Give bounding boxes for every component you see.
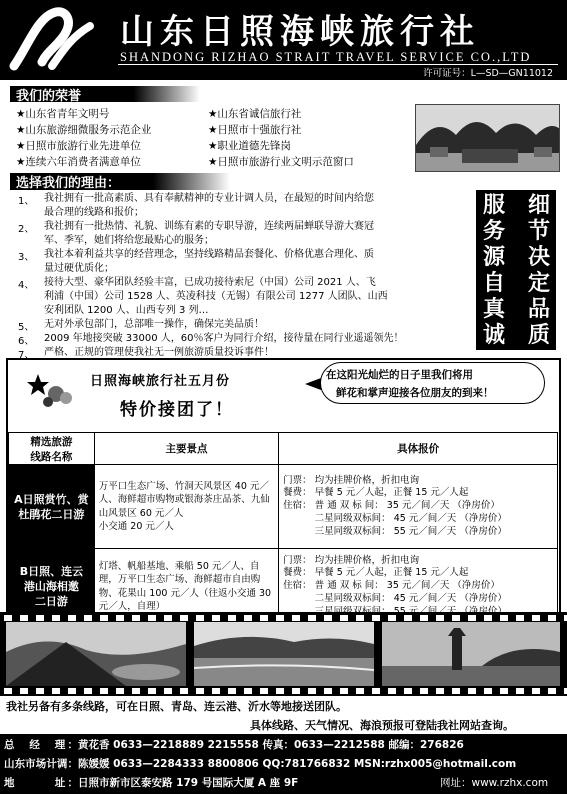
bubble-text-line2: 鲜花和掌声迎接各位朋友的到来！	[336, 387, 494, 399]
film-perforation	[84, 688, 92, 694]
forest-landscape-icon	[416, 105, 560, 172]
film-perforation	[340, 615, 348, 621]
flowers-icon	[26, 372, 74, 408]
film-perforation	[196, 615, 204, 621]
film-perforation	[404, 615, 412, 621]
scenic-photo-coast	[6, 622, 186, 686]
honor-item: ★山东省青年文明号	[16, 108, 110, 120]
table-row	[9, 465, 558, 549]
film-perforation	[276, 615, 284, 621]
route-name: B日照、连云 港山海相邀 二日游	[9, 549, 95, 625]
honor-item: ★职业道德先锋岗	[208, 140, 291, 152]
honor-item: ★连续六年消费者满意单位	[16, 156, 141, 168]
reason-number: 4、	[18, 280, 35, 291]
film-perforation	[420, 688, 428, 694]
film-perforation	[388, 688, 396, 694]
film-perforation	[404, 688, 412, 694]
reason-number: 3、	[18, 252, 35, 263]
film-perforation	[420, 615, 428, 621]
film-perforation	[276, 688, 284, 694]
route-spots: 灯塔、帆船基地、乘船 50 元／人、自理，万平口生态广场、海鲜超市自由购物、花果山 100 元／人（往返小交通 30 元／人，自理）	[94, 549, 278, 625]
route-prices: 门票： 均为挂牌价格，折扣电询 餐费： 早餐 5 元／人起，正餐 15 元／人起 住宿： 普 通 双 标 间： 35 元／间／天 （净房价） 二星同级双标间： 45 元／间／天 （净房价）	[279, 549, 558, 625]
reason-number: 7、	[18, 350, 35, 361]
film-perforation	[292, 615, 300, 621]
film-perforation	[180, 615, 188, 621]
film-perforation	[452, 688, 460, 694]
header-route: 精选旅游 线路名称	[9, 433, 95, 465]
honor-item: ★山东省诚信旅行社	[208, 108, 302, 120]
film-perforation	[36, 615, 44, 621]
website-query-note: 具体线路、天气情况、海浪预报可登陆我社网站查询。	[250, 719, 514, 732]
honor-item: ★日照市旅游行业文明示范窗口	[208, 156, 354, 168]
manager-value: 黄花香 0633—2218889 2215558 传真：0633—2212588 邮编：276826	[78, 739, 464, 751]
film-perforation	[20, 688, 28, 694]
contact-section	[0, 734, 567, 794]
film-perforation	[548, 615, 556, 621]
route-spots: 万平口生态广场、竹洞天风景区 40 元／人、海鲜超市购物或银海茶庄品茶、九仙山风景区 60 元／人 小交通 20 元／人	[94, 465, 278, 549]
promo-title: 日照海峡旅行社五月份	[90, 374, 231, 389]
scenic-photo-beach	[194, 622, 374, 686]
film-perforation	[228, 615, 236, 621]
address-label: 地 址：	[4, 777, 78, 789]
film-perforation	[116, 688, 124, 694]
honor-item: ★山东旅游细微服务示范企业	[16, 124, 152, 136]
film-perforation	[116, 615, 124, 621]
film-perforation	[516, 688, 524, 694]
license-number: 许可证号：L—SD—GN11012	[423, 68, 553, 79]
contact-manager-row	[4, 737, 464, 752]
lighthouse-landscape-icon	[382, 622, 560, 686]
header-prices: 具体报价	[279, 433, 558, 465]
film-perforation	[260, 688, 268, 694]
speech-bubble-tail	[305, 378, 321, 390]
market-value: 陈媛媛 0633—2284333 8800806 QQ:781766832 MSN:rzhx005@hotmail.com	[78, 758, 517, 770]
honor-item: ★日照市十强旅行社	[208, 124, 302, 136]
reasons-heading: 选择我们的理由：	[16, 176, 121, 191]
reason-text: 我社本着利益共享的经营理念，坚持线路精品套餐化、价格优惠合理化、质 量过硬优质化；	[44, 249, 374, 274]
film-perforation	[532, 688, 540, 694]
film-perforation	[532, 615, 540, 621]
film-perforation	[68, 615, 76, 621]
film-perforation	[500, 615, 508, 621]
film-perforation	[436, 615, 444, 621]
reason-text: 2009 年地接突破 33000 人，60％客户为同行介绍，接待量在同行业遥遥领先！	[44, 333, 404, 344]
bubble-text-line1: 在这阳光灿烂的日子里我们将用	[326, 369, 473, 381]
film-perforation	[84, 615, 92, 621]
film-perforation	[212, 615, 220, 621]
film-perforation	[4, 615, 12, 621]
coast-landscape-icon	[6, 622, 186, 686]
reason-number: 2、	[18, 224, 35, 235]
honors-heading: 我们的荣誉	[16, 89, 82, 104]
film-perforation	[196, 688, 204, 694]
film-perforation	[292, 688, 300, 694]
company-title-en: SHANDONG RIZHAO STRAIT TRAVEL SERVICE CO.,LTD	[120, 50, 532, 64]
header-spots: 主要景点	[94, 433, 278, 465]
route-prices: 门票： 均为挂牌价格，折扣电询 餐费： 早餐 5 元／人起，正餐 15 元／人起 住宿： 普 通 双 标 间： 35 元／间／天 （净房价） 二星同级双标间： 45 元／间／天 （净房价） 三星同级双标间： 55 元／间／天 （净房价）	[279, 465, 558, 549]
slogan-quality: 细节决定品质	[527, 193, 550, 348]
film-perforation	[388, 615, 396, 621]
film-perforation	[356, 615, 364, 621]
film-perforation	[100, 615, 108, 621]
film-perforation	[516, 615, 524, 621]
contact-market-row	[4, 756, 516, 771]
reason-number: 6、	[18, 336, 35, 347]
film-perforation	[52, 615, 60, 621]
film-perforation	[52, 688, 60, 694]
promo-subtitle: 特价接团了！	[120, 400, 234, 420]
reason-number: 1、	[18, 196, 35, 207]
company-title-cn: 山东日照海峡旅行社	[120, 12, 480, 52]
beach-landscape-icon	[194, 622, 374, 686]
film-perforation	[452, 615, 460, 621]
company-logo-icon	[8, 6, 98, 72]
reason-text: 我社拥有一批高素质、具有奉献精神的专业计调人员，在最短的时间内给您 最合理的线路和报价；	[44, 193, 374, 218]
film-perforation	[4, 688, 12, 694]
market-label: 山东市场计调：	[4, 758, 78, 770]
film-perforation	[324, 615, 332, 621]
reason-text: 我社拥有一批热情、礼貌、训练有素的专职导游，连续两届蝉联导游大赛冠 军、季军，她们将给您最贴心的服务；	[44, 221, 374, 246]
scenic-photo-lighthouse	[382, 622, 560, 686]
film-perforation	[500, 688, 508, 694]
film-perforation	[148, 688, 156, 694]
film-perforation	[180, 688, 188, 694]
film-perforation	[164, 688, 172, 694]
film-perforation	[484, 688, 492, 694]
website-link[interactable]: 网址：www.rzhx.com	[440, 777, 549, 789]
extra-routes-note: 我社另备有多条线路，可在日照、青岛、连云港、沂水等地接送团队。	[6, 700, 347, 713]
reason-text: 接待大型、豪华团队经验丰富，已成功接待索尼（中国）公司 2021 人、飞 利浦（中国）公司 1528 人、英凌科技（无锡）有限公司 1277 人团队、山西 安利团队 1200 人、山西专列 3 列…	[44, 277, 388, 316]
reason-text: 无对外承包部门，总部唯一操作，确保完美品质！	[44, 319, 264, 330]
header-banner	[0, 0, 567, 80]
table-header-row	[9, 433, 558, 465]
honor-item: ★日照市旅游行业先进单位	[16, 140, 141, 152]
film-perforation	[212, 688, 220, 694]
film-perforation	[148, 615, 156, 621]
scenic-photo-forest	[415, 104, 560, 172]
film-perforation	[244, 615, 252, 621]
manager-label: 总 经 理：	[4, 739, 78, 751]
film-perforation	[228, 688, 236, 694]
film-perforation	[468, 688, 476, 694]
film-perforation	[372, 615, 380, 621]
film-perforation	[132, 688, 140, 694]
film-perforation	[436, 688, 444, 694]
film-perforation	[36, 688, 44, 694]
film-perforation	[308, 615, 316, 621]
contact-address-row	[4, 775, 298, 790]
film-perforation	[308, 688, 316, 694]
tour-price-table	[8, 432, 558, 625]
film-perforation	[324, 688, 332, 694]
film-perforation	[548, 688, 556, 694]
slogan-service: 服务源自真诚	[482, 193, 505, 348]
film-perforation	[100, 688, 108, 694]
film-perforation	[68, 688, 76, 694]
film-perforation	[356, 688, 364, 694]
reason-number: 5、	[18, 322, 35, 333]
film-perforation	[372, 688, 380, 694]
route-name: A日照赏竹、赏 杜鹃花二日游	[9, 465, 95, 549]
film-perforation	[260, 615, 268, 621]
film-perforation	[132, 615, 140, 621]
film-perforation	[20, 615, 28, 621]
film-perforation	[468, 615, 476, 621]
film-perforation	[244, 688, 252, 694]
film-perforation	[484, 615, 492, 621]
reason-text: 严格、正规的管理使我社无一例旅游质量投诉事件！	[44, 347, 274, 358]
address-value: 日照市新市区泰安路 179 号国际大厦 A 座 9F	[78, 777, 299, 789]
film-perforation	[164, 615, 172, 621]
film-perforation	[340, 688, 348, 694]
